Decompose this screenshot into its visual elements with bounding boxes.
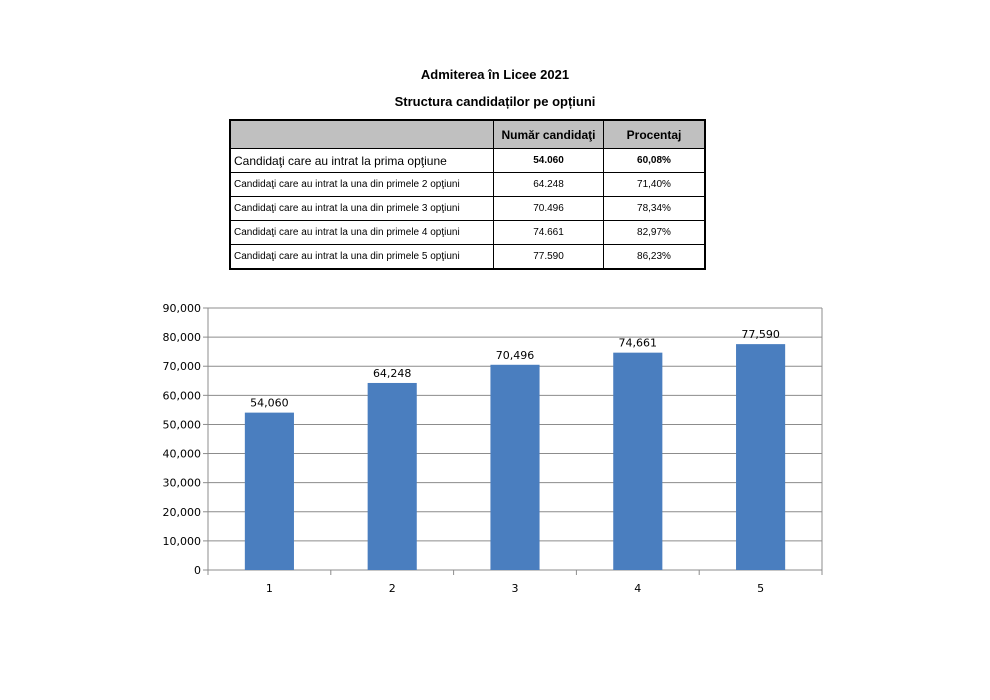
y-tick-label: 40,000 xyxy=(162,447,201,461)
x-tick-label: 3 xyxy=(511,582,519,595)
row-label: Candidaţi care au intrat la una din primele 5 opţiuni xyxy=(230,245,494,270)
data-label: 74,661 xyxy=(618,336,658,350)
row-count: 70.496 xyxy=(494,197,604,221)
data-label: 64,248 xyxy=(372,366,412,380)
data-label: 70,496 xyxy=(495,348,535,362)
y-tick-label: 80,000 xyxy=(162,331,201,345)
row-percent: 86,23% xyxy=(604,245,706,270)
row-label: Candidaţi care au intrat la una din primele 4 opţiuni xyxy=(230,221,494,245)
x-tick-label: 2 xyxy=(388,582,396,595)
bar xyxy=(490,365,539,570)
x-tick-label: 5 xyxy=(757,582,765,595)
header-percent: Procentaj xyxy=(604,120,706,149)
bar xyxy=(736,344,785,570)
x-tick-label: 4 xyxy=(634,582,642,595)
row-count: 54.060 xyxy=(494,149,604,173)
y-tick-label: 20,000 xyxy=(162,505,201,519)
row-count: 64.248 xyxy=(494,173,604,197)
y-tick-label: 90,000 xyxy=(162,302,201,315)
y-tick-label: 0 xyxy=(194,564,201,577)
row-label: Candidaţi care au intrat la prima opţiune xyxy=(230,149,494,173)
header-count: Număr candidaţi xyxy=(494,120,604,149)
y-tick-label: 70,000 xyxy=(162,360,201,374)
x-tick-label: 1 xyxy=(265,582,273,595)
row-percent: 78,34% xyxy=(604,197,706,221)
document-subtitle: Structura candidaților pe opțiuni xyxy=(394,94,596,109)
row-count: 74.661 xyxy=(494,221,604,245)
document-title: Admiterea în Licee 2021 xyxy=(420,67,570,82)
row-percent: 71,40% xyxy=(604,173,706,197)
row-count: 77.590 xyxy=(494,245,604,270)
y-tick-label: 50,000 xyxy=(162,418,201,432)
data-label: 77,590 xyxy=(741,328,780,342)
bar xyxy=(613,353,662,570)
bar xyxy=(368,383,417,570)
bar xyxy=(245,413,294,570)
row-percent: 82,97% xyxy=(604,221,706,245)
row-label: Candidaţi care au intrat la una din primele 2 opţiuni xyxy=(230,173,494,197)
y-tick-label: 60,000 xyxy=(162,389,201,403)
y-tick-label: 30,000 xyxy=(162,476,201,490)
data-label: 54,060 xyxy=(250,396,289,410)
y-tick-label: 10,000 xyxy=(162,534,201,548)
row-percent: 60,08% xyxy=(604,149,706,173)
row-label: Candidaţi care au intrat la una din primele 3 opţiuni xyxy=(230,197,494,221)
